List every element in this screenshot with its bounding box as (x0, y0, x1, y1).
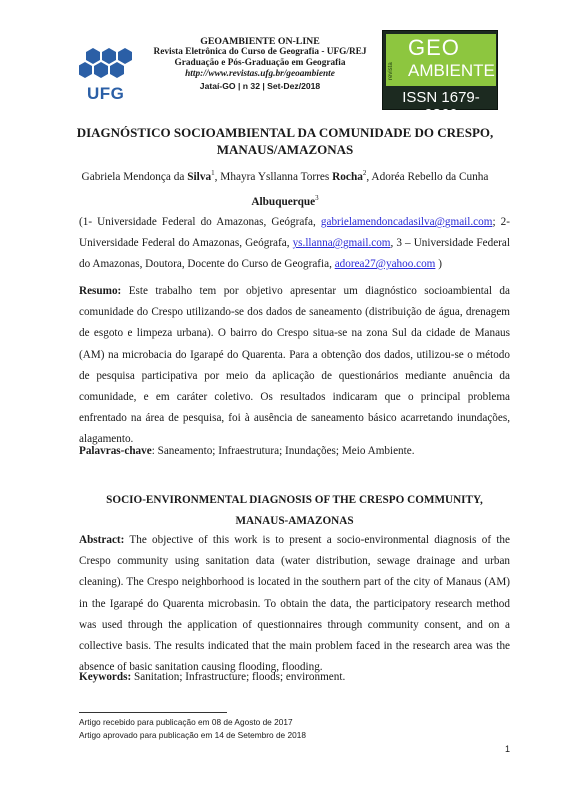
badge-green-panel (386, 34, 496, 86)
author-2: Mhayra Ysllanna Torres Rocha$^2$, (220, 169, 372, 183)
journal-line-2: Revista Eletrônica do Curso de Geografia - UFG/REJ (153, 47, 367, 57)
abstract-text: The objective of this work is to present a socio-environmental diagnosis of the Crespo community using sanitation data (water distribution, sewage drainage and urban cleaning). The Crespo neighborhood is located in the southern part of the city of Manaus (AM) in the Igarapé do Quarenta microbasin. To obtain the data, the participatory research method was used through the application of questionnaires through community consent, and on a collective basis. The results indicated that the main problem faced in the research area was the absence of basic sanitation causing flooding, flooding. (79, 534, 510, 674)
email-link-3[interactable]: adorea27@yahoo.com (334, 258, 436, 270)
article-title-pt: DIAGNÓSTICO SOCIOAMBIENTAL DA COMUNIDADE DO CRESPO, MANAUS/AMAZONAS (76, 125, 494, 157)
footnote-approved: Artigo aprovado para publicação em 14 de Setembro de 2018 (79, 730, 306, 740)
footnote-rule (79, 712, 227, 713)
palavras-chave (79, 441, 510, 462)
resumo-text: Este trabalho tem por objetivo apresentar um diagnóstico socioambiental da comunidade do Crespo utilizando-se dos dados de saneamento (distribuição de água, drenagem de esgoto e limpeza urbana). O bairro do Crespo situa-se na zona Sul da cidade de Manaus (AM) na microbacia do Igarapé do Quarenta. Para a obtenção dos dados, utilizou-se o método de pesquisa participativa por meio da aplicação de questionários mediante anuência da comunidade, e em caráter coletivo. Os resultados indicaram que o principal problema enfrentado na área de pesquisa, foi à ausência de saneamento básico acarretando inundações, alagamento. (79, 285, 510, 446)
journal-header (140, 36, 380, 92)
article-title-en: SOCIO-ENVIRONMENTAL DIAGNOSIS OF THE CRESPO COMMUNITY, MANAUS-AMAZONAS (106, 494, 483, 527)
footnote-received: Artigo recebido para publicação em 08 de Agosto de 2017 (79, 717, 293, 727)
ufg-logo-text: UFG (87, 84, 125, 103)
journal-name: GEOAMBIENTE ON-LINE (200, 36, 320, 47)
email-link-2[interactable]: ys.llanna@gmail.com (292, 237, 391, 249)
geoambiente-badge (382, 30, 498, 123)
footnotes (79, 716, 510, 742)
abstract-paragraph (79, 530, 510, 678)
badge-ambiente-text: AMBIENTE (408, 61, 495, 80)
journal-issue: Jataí-GO | n 32 | Set-Dez/2018 (199, 81, 321, 91)
resumo-paragraph (79, 281, 510, 451)
email-link-1[interactable]: gabrielamendoncadasilva@gmail.com (320, 216, 493, 228)
author-1: Gabriela Mendonça da Silva$^1$, (81, 169, 221, 183)
palavras-chave-text: : Saneamento; Infraestrutura; Inundações; Meio Ambiente. (151, 445, 415, 457)
page-number: 1 (505, 744, 511, 754)
journal-line-3: Graduação e Pós-Graduação em Geografia (174, 58, 346, 68)
authors (60, 163, 510, 213)
journal-url[interactable]: http://www.revistas.ufg.br/geoambiente (185, 69, 335, 79)
palavras-chave-label: Palavras-chave (79, 445, 152, 457)
keywords (79, 667, 510, 688)
keywords-label: Keywords: (79, 671, 132, 683)
badge-issn: ISSN 1679-9860 (402, 89, 480, 123)
keywords-text: Sanitation; Infrastructure; floods; environment. (131, 671, 346, 683)
abstract-label: Abstract: (79, 534, 125, 546)
affiliations: (1- Universidade Federal do Amazonas, Geógrafa, gabrielamendoncadasilva@gmail.com; 2- Universidade Federal do Amazonas, Geógrafa, ys.llanna@gmail.com, 3 – Universidade Federal do Amazonas, Doutora, Docente do Curso de Geografia, adorea27@yahoo.com ) (79, 216, 510, 270)
author-3: Adoréa Rebello da Cunha Albuquerque$^3$ (251, 170, 489, 208)
badge-geo-text: GEO (408, 35, 460, 60)
badge-small-text: revista (388, 62, 394, 80)
resumo-label: Resumo: (79, 285, 122, 297)
